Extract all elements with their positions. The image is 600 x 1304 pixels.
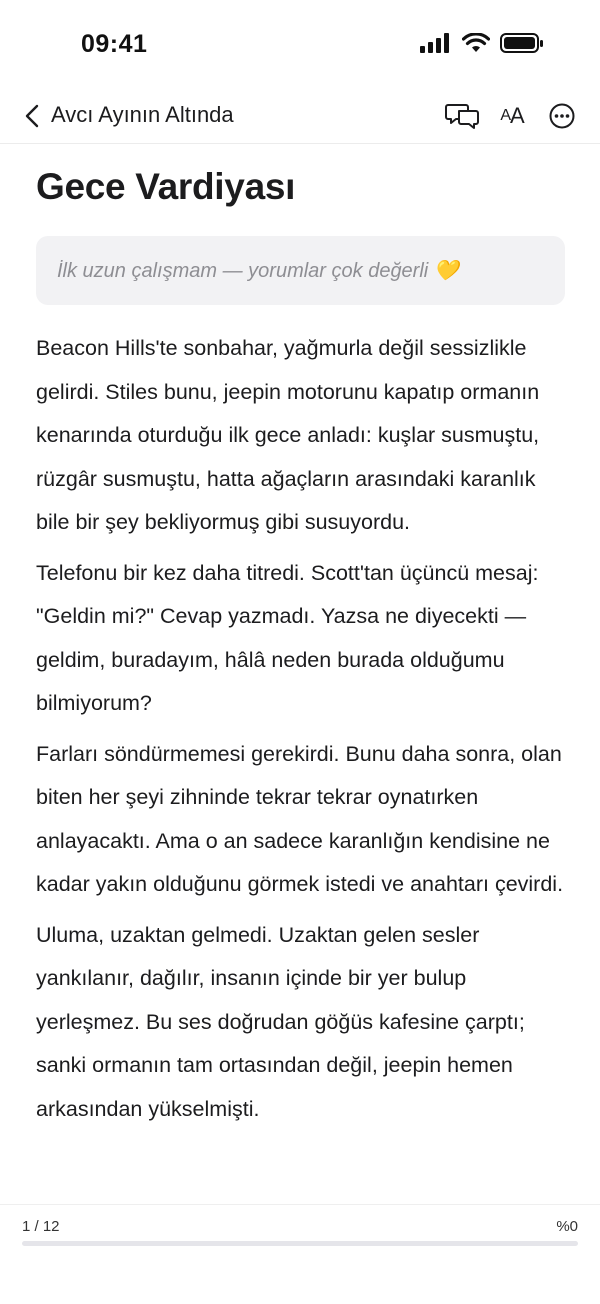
more-button[interactable] (544, 98, 580, 134)
text-size-button[interactable] (494, 98, 530, 134)
status-bar (0, 0, 600, 88)
more-icon (549, 103, 575, 129)
chevron-left-icon (25, 104, 39, 128)
status-icons (420, 32, 544, 54)
story-paragraph: Farları söndürmemesi gerekirdi. Bunu daha sonra, olan biten her şeyi zihninde tekrar tekrar oynatırken anlayacaktı. Ama o an sadece karanlığın kendisine ne kadar yakın olduğunu görmek istedi ve anahtarı çevirdi. (36, 741, 564, 896)
cellular-signal-icon (420, 33, 452, 53)
wifi-icon (462, 33, 490, 53)
chapter-content (36, 144, 566, 1204)
nav-actions (444, 98, 580, 134)
battery-icon (500, 32, 544, 54)
text-size-large-label: A (509, 103, 524, 128)
story-paragraph: Beacon Hills'te sonbahar, yağmurla değil sessizlikle gelirdi. Stiles bunu, jeepin motorunu kapatıp ormanın kenarında oturduğu ilk gece anladı: kuşlar susmuştu, rüzgâr susmuştu, hatta ağaçların arasındaki karanlık bile bir şey bekliyormuş gibi susuyordu. (36, 336, 540, 534)
text-size-small-label: A (500, 107, 510, 124)
percent-indicator: %0 (556, 1218, 578, 1235)
comments-icon (445, 102, 479, 130)
chapter-title: Gece Vardiyası (36, 166, 296, 207)
author-note[interactable]: İlk uzun çalışmam — yorumlar çok değerli 💛 (36, 236, 565, 305)
status-time: 09:41 (81, 30, 148, 58)
reader-progress-bar (0, 1204, 600, 1304)
story-paragraph: Telefonu bir kez daha titredi. Scott'tan üçüncü mesaj: "Geldin mi?" Cevap yazmadı. Yazsa ne diyecekti — geldim, buradayım, hâlâ neden burada olduğumu bilmiyorum? (36, 560, 539, 715)
progress-track[interactable] (22, 1241, 578, 1246)
story-paragraph: Uluma, uzaktan gelmedi. Uzaktan gelen sesler yankılanır, dağılır, insanın içinde bir yer bulup yerleşmez. Bu ses doğrudan göğüs kafesine çarptı; sanki ormanın tam ortasından değil, jeepin hemen arkasından yükselmişti. (36, 922, 525, 1121)
back-button[interactable] (18, 100, 46, 132)
comments-button[interactable] (444, 98, 480, 134)
reader-nav-bar (0, 88, 600, 144)
story-title[interactable]: Avcı Ayının Altında (51, 102, 234, 127)
page-indicator: 1 / 12 (22, 1218, 60, 1235)
